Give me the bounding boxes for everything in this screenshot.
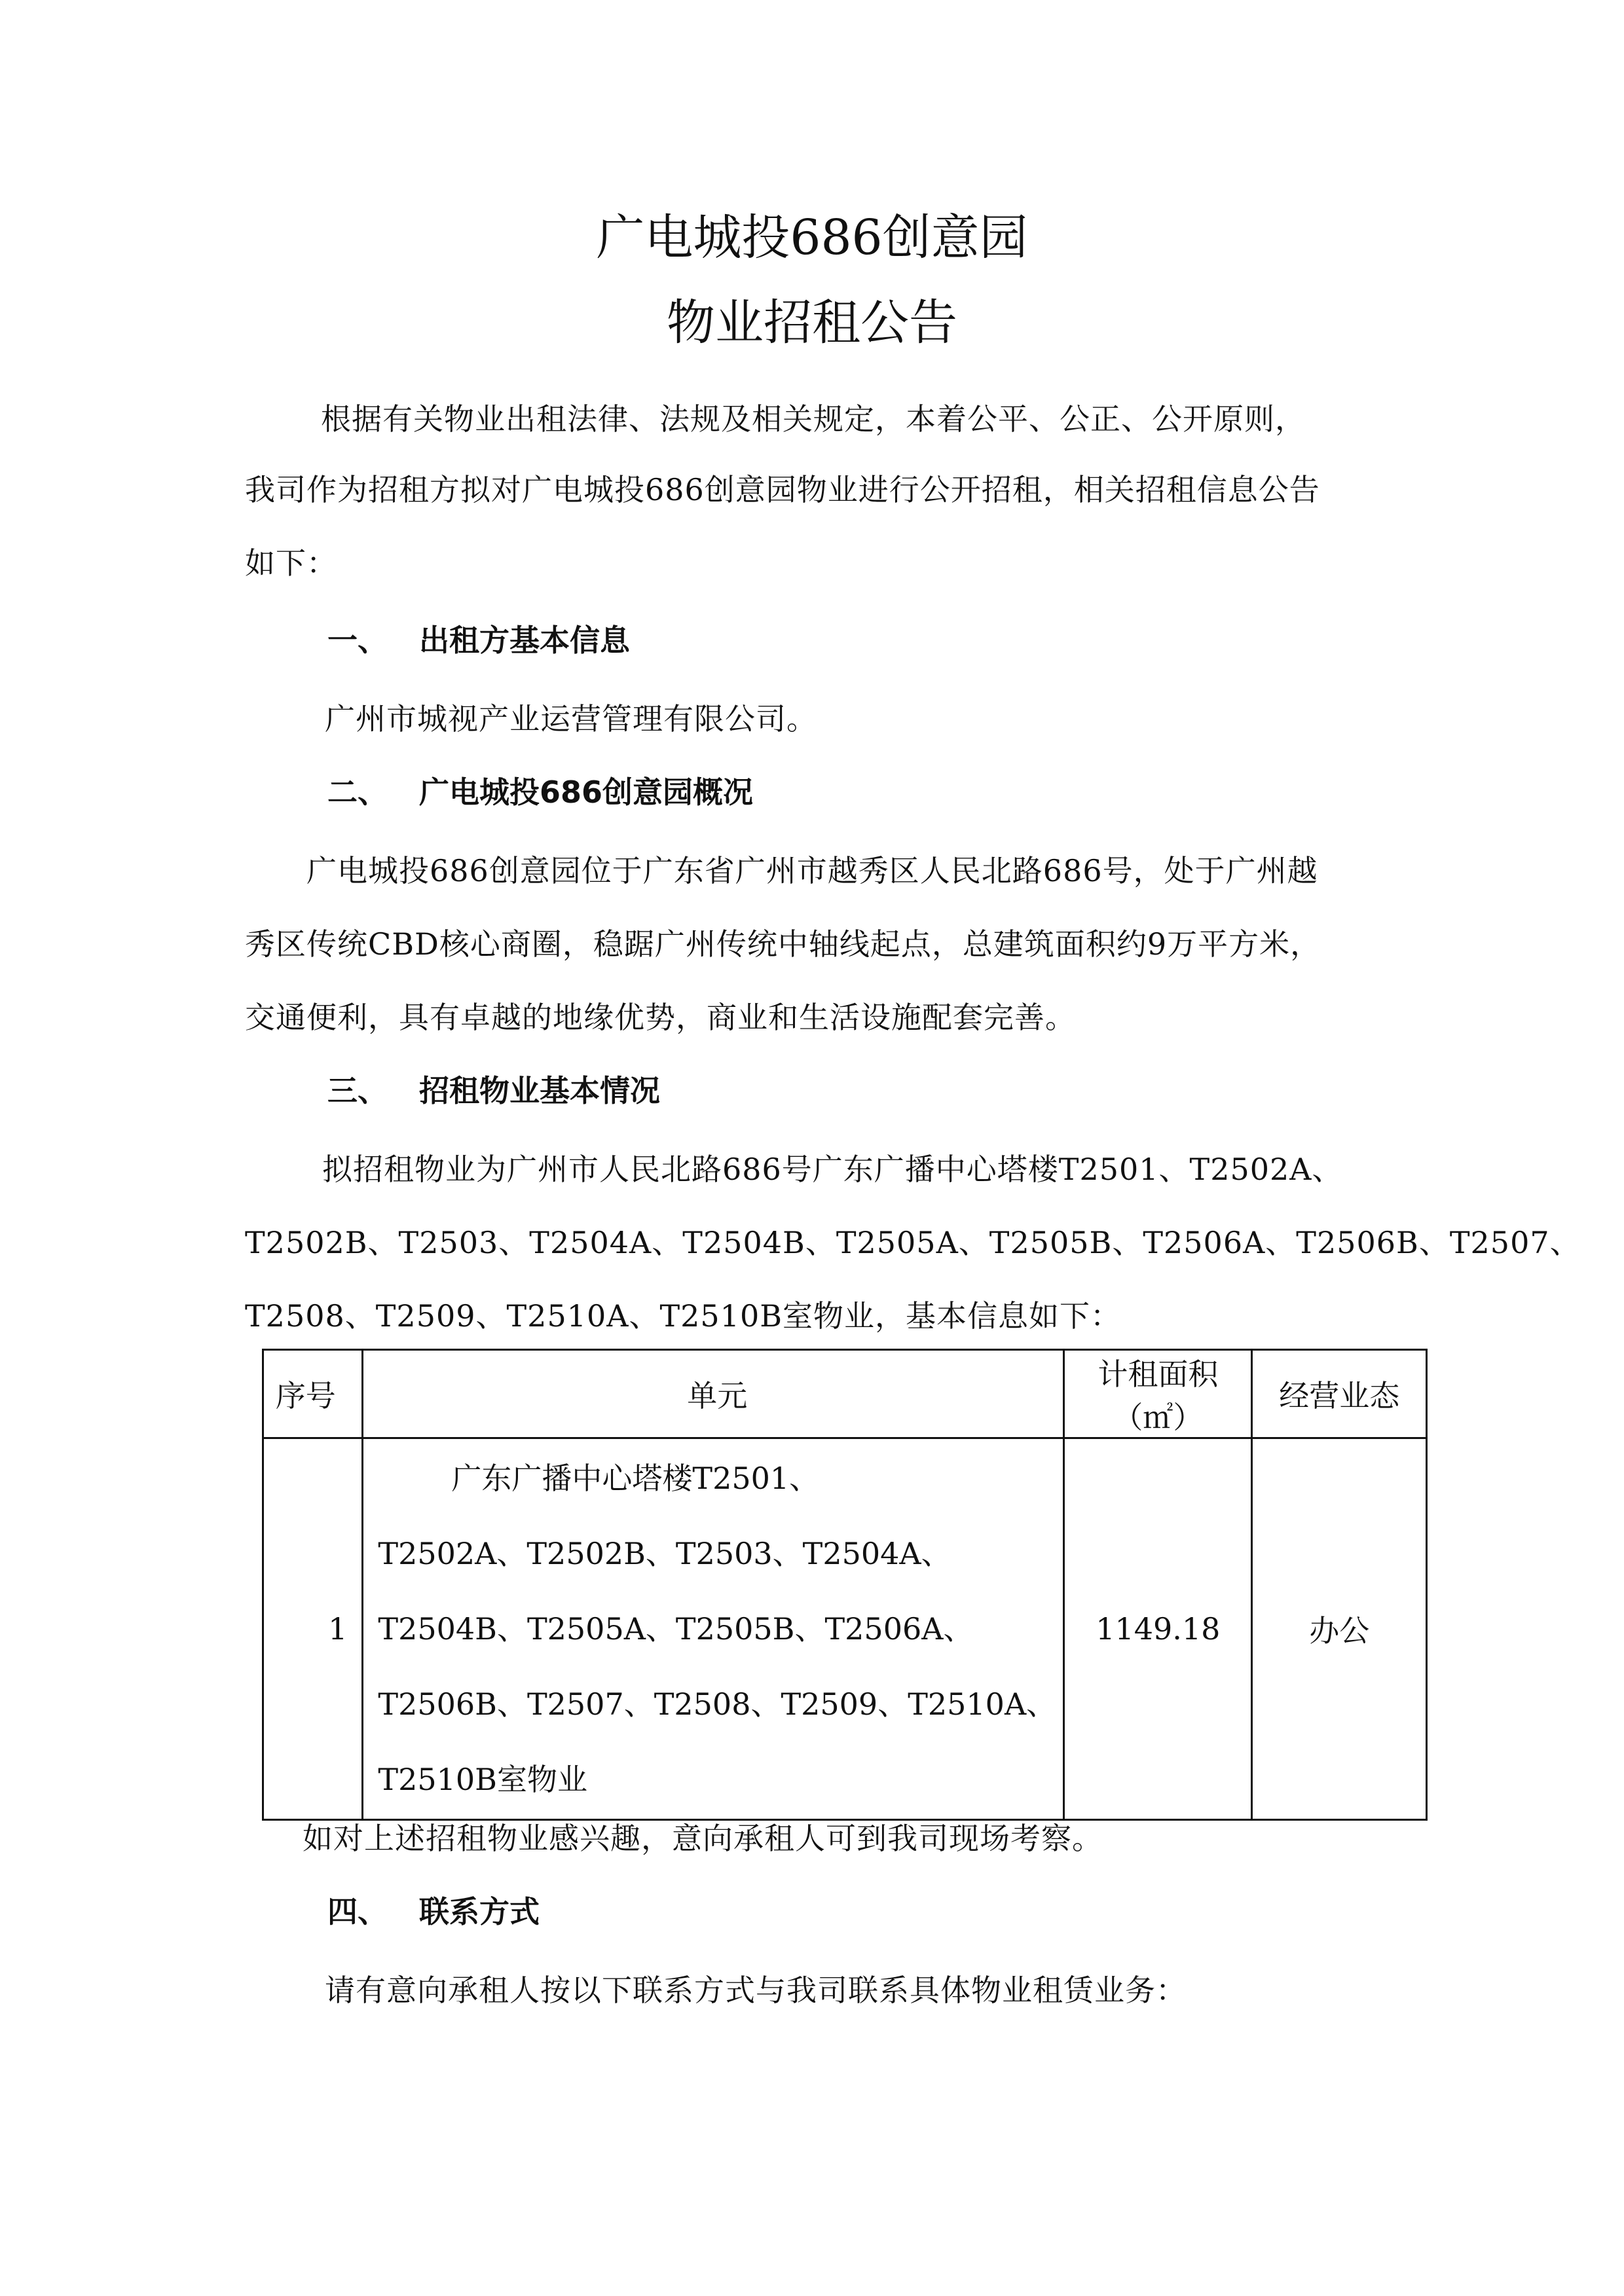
section4-text: 请有意向承租人按以下联系方式与我司联系具体物业租赁业务：	[325, 1973, 1187, 2008]
table-header-row	[263, 1350, 1427, 1438]
unit-line-2: T2502A、T2502B、T2503、T2504A、	[378, 1535, 951, 1571]
cell-unit	[363, 1438, 1064, 1820]
unit-line-4: T2506B、T2507、T2508、T2509、T2510A、	[378, 1686, 1057, 1722]
header-no: 序号	[263, 1350, 363, 1438]
table-row	[263, 1438, 1427, 1820]
section2-line-3: 交通便利，具有卓越的地缘优势，商业和生活设施配套完善。	[245, 1000, 1076, 1035]
document-title-line2: 物业招租公告	[667, 295, 957, 351]
section2-number: 二、	[327, 774, 388, 810]
header-area: 计租面积（㎡）	[1064, 1350, 1252, 1438]
intro-line-1: 根据有关物业出租法律、法规及相关规定，本着公平、公正、公开原则，	[321, 401, 1306, 437]
document-title-line1: 广电城投686创意园	[596, 210, 1028, 266]
section3-heading	[327, 1071, 660, 1110]
intro-line-3: 如下：	[245, 545, 337, 581]
section3-line-2: T2502B、T2503、T2504A、T2504B、T2505A、T2505B、T2506A、T2506B、T2507、	[245, 1225, 1581, 1260]
section3-line-1: 拟招租物业为广州市人民北路686号广东广播中心塔楼T2501、T2502A、	[322, 1152, 1343, 1187]
section1-text: 广州市城视产业运营管理有限公司。	[325, 701, 817, 737]
section1-heading	[327, 621, 630, 660]
property-table	[262, 1349, 1428, 1821]
section3-number: 三、	[327, 1073, 388, 1108]
unit-line-3: T2504B、T2505A、T2505B、T2506A、	[378, 1611, 974, 1647]
unit-line-5: T2510B室物业	[378, 1761, 587, 1797]
section2-line-2: 秀区传统CBD核心商圈，稳踞广州传统中轴线起点，总建筑面积约9万平方米，	[245, 926, 1321, 962]
header-use: 经营业态	[1252, 1350, 1427, 1438]
section3-line-3: T2508、T2509、T2510A、T2510B室物业，基本信息如下：	[245, 1298, 1122, 1334]
section2-title: 广电城投686创意园概况	[419, 774, 754, 810]
section2-heading	[327, 773, 753, 812]
section4-heading	[327, 1892, 540, 1931]
intro-line-2: 我司作为招租方拟对广电城投686创意园物业进行公开招租，相关招租信息公告	[245, 472, 1320, 507]
cell-area: 1149.18	[1064, 1438, 1252, 1820]
section1-title: 出租方基本信息	[419, 623, 630, 658]
cell-use: 办公	[1252, 1438, 1427, 1820]
section4-title: 联系方式	[419, 1894, 540, 1929]
section3-title: 招租物业基本情况	[419, 1073, 660, 1108]
cell-no: 1	[263, 1438, 363, 1820]
section2-line-1: 广电城投686创意园位于广东省广州市越秀区人民北路686号，处于广州越	[306, 853, 1318, 888]
section4-number: 四、	[327, 1894, 388, 1929]
header-unit: 单元	[363, 1350, 1064, 1438]
section1-number: 一、	[327, 623, 388, 658]
after-table-text: 如对上述招租物业感兴趣，意向承租人可到我司现场考察。	[303, 1821, 1103, 1856]
unit-line-1: 广东广播中心塔楼T2501、	[451, 1460, 820, 1496]
